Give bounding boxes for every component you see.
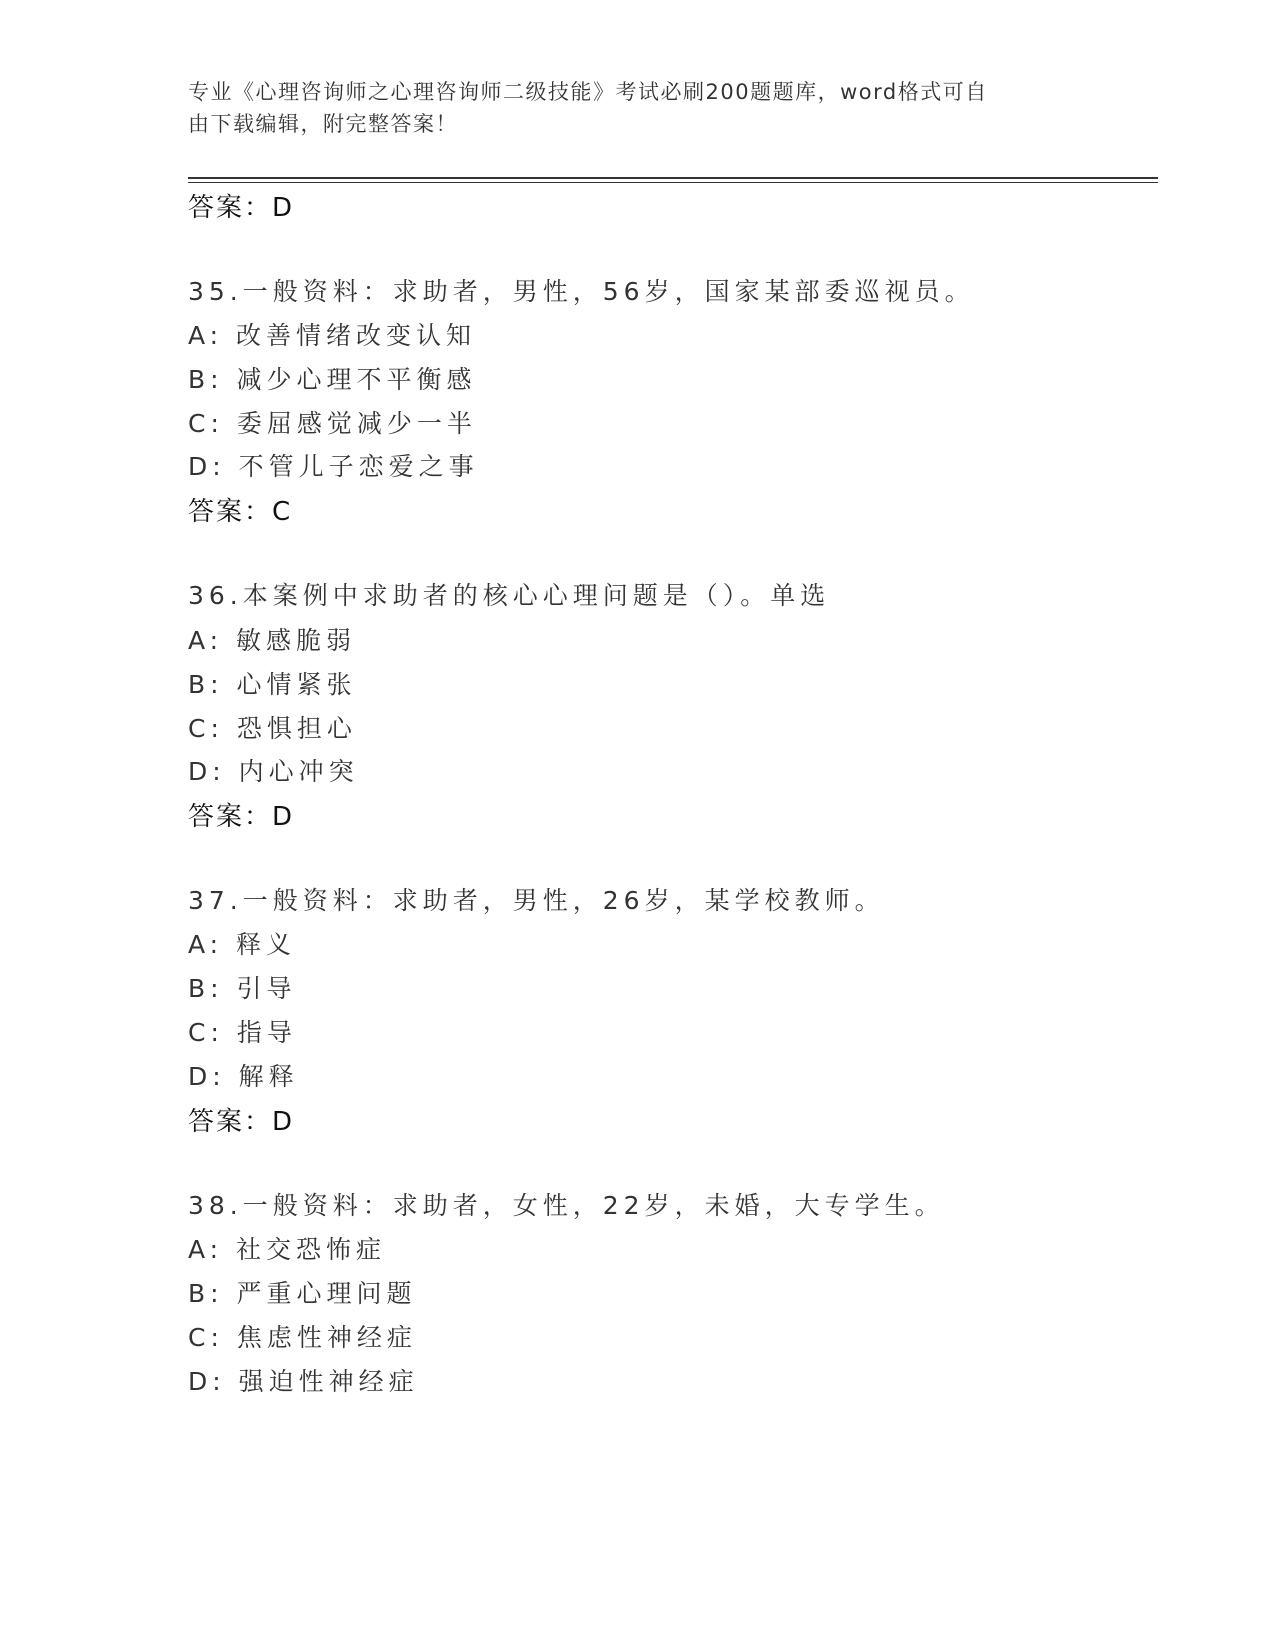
option-b: B: 严重心理问题 (188, 1279, 417, 1308)
option-c: C: 恐惧担心 (188, 714, 357, 743)
answer-line: 答案：D (188, 193, 295, 223)
answer-line: 答案：D (188, 1107, 295, 1137)
option-a: A: 敏感脆弱 (188, 626, 357, 655)
option-a: A: 社交恐怖症 (188, 1235, 387, 1264)
question-stem: 36.本案例中求助者的核心心理问题是（）。单选 (188, 581, 831, 610)
option-c: C: 焦虑性神经症 (188, 1323, 417, 1352)
answer-line: 答案：D (188, 802, 295, 832)
header-line-1: 专业《心理咨询师之心理咨询师二级技能》考试必刷200题题库，word格式可自 (188, 80, 988, 104)
option-b: B: 引导 (188, 974, 297, 1003)
header-divider (188, 177, 1158, 183)
question-stem: 35.一般资料：求助者，男性，56岁，国家某部委巡视员。 (188, 277, 975, 306)
answer-line: 答案：C (188, 497, 293, 527)
header-line-2: 由下载编辑，附完整答案！ (188, 112, 458, 136)
option-d: D: 强迫性神经症 (188, 1367, 419, 1396)
option-c: C: 委屈感觉减少一半 (188, 409, 477, 438)
option-a: A: 改善情绪改变认知 (188, 321, 477, 350)
option-d: D: 内心冲突 (188, 757, 359, 786)
option-a: A: 释义 (188, 930, 297, 959)
question-stem: 38.一般资料：求助者，女性，22岁，未婚，大专学生。 (188, 1191, 945, 1220)
option-d: D: 解释 (188, 1062, 299, 1091)
option-c: C: 指导 (188, 1018, 297, 1047)
option-b: B: 心情紧张 (188, 670, 357, 699)
document-header (188, 76, 1088, 140)
option-d: D: 不管儿子恋爱之事 (188, 452, 479, 481)
question-stem: 37.一般资料：求助者，男性，26岁，某学校教师。 (188, 886, 885, 915)
option-b: B: 减少心理不平衡感 (188, 365, 477, 394)
